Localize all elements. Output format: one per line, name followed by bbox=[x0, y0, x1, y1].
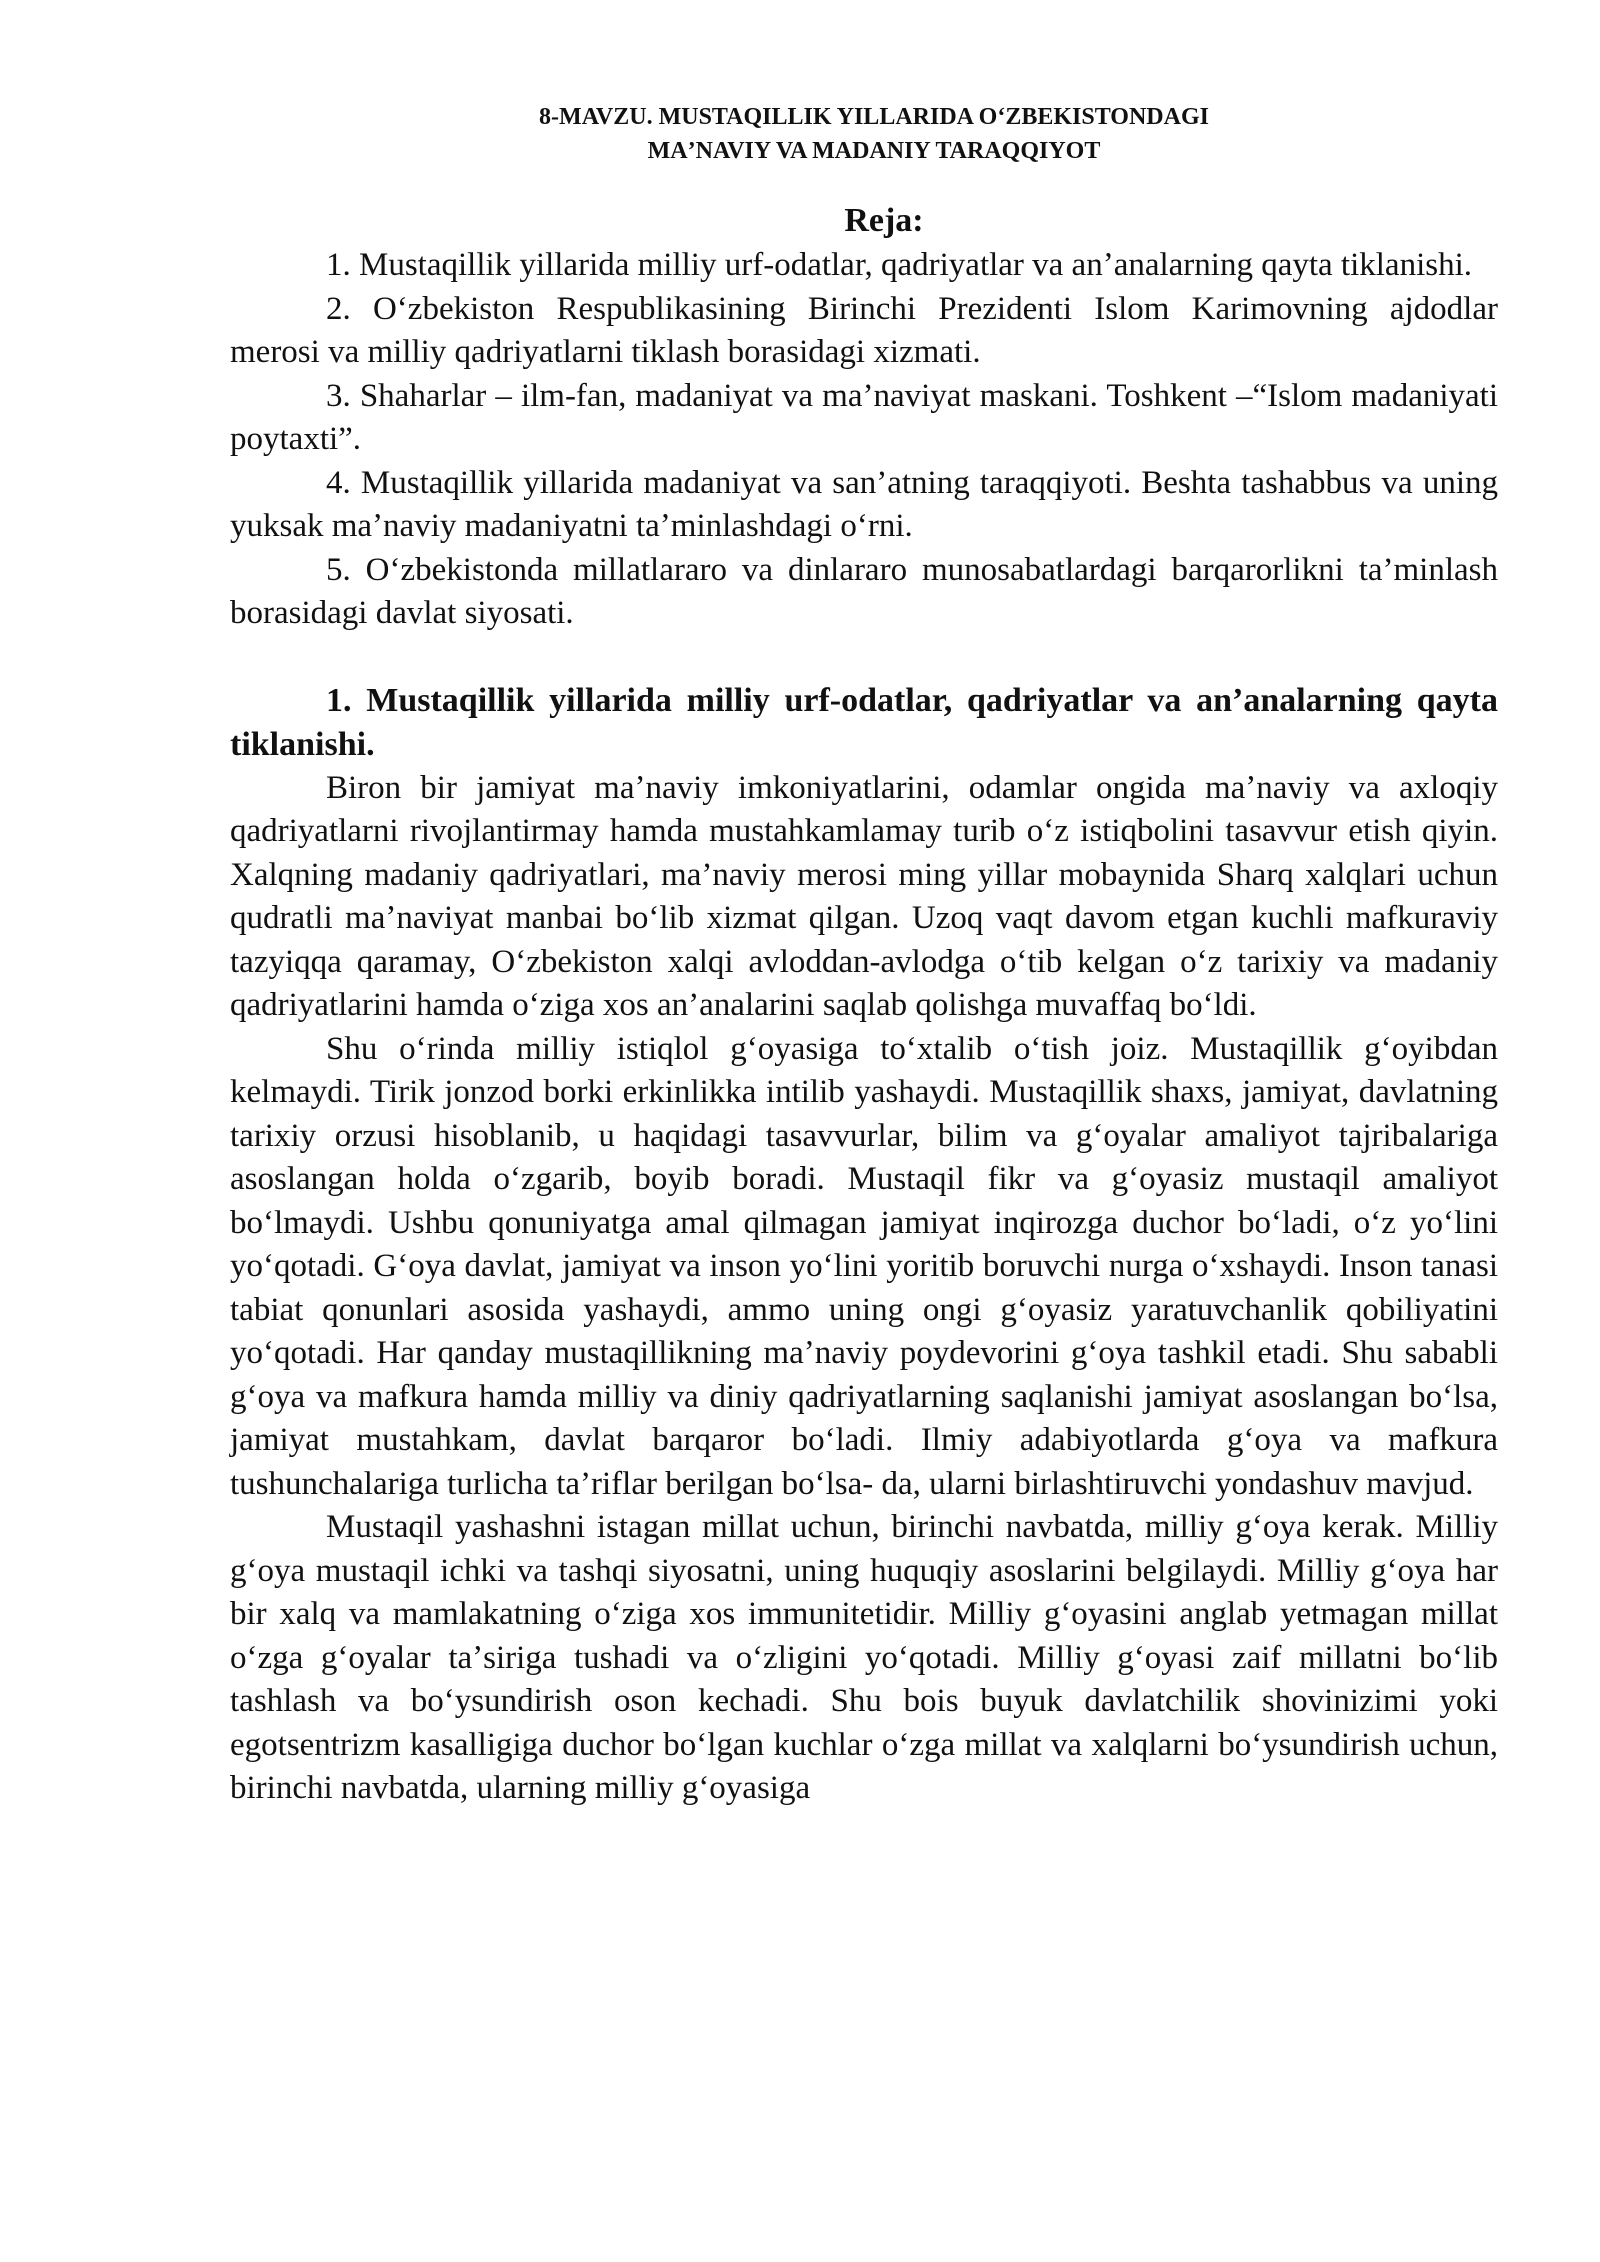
plan-item: 1. Mustaqillik yillarida milliy urf-odatlar, qadriyatlar va anʼanalarning qayta tiklanishi. bbox=[326, 247, 1473, 283]
body-paragraph: Mustaqil yashashni istagan millat uchun, birinchi navbatda, milliy g‘oya kerak. Milliy g‘oya mustaqil ichki va tashqi siyosatni, uning huquqiy asoslarini belgilaydi. Milliy g‘oya har bir xalq va mamlakatning o‘ziga xos immunitetidir. Milliy g‘oyasini anglab yetmagan millat o‘zga g‘oyalar taʼsiriga tushadi va o‘zligini yo‘qotadi. Milliy g‘oyasi zaif millatni bo‘lib tashlash va bo‘ysundirish oson kechadi. Shu bois buyuk davlatchilik shovinizimi yoki egotsentrizm kasalligiga duchor bo‘lgan kuchlar o‘zga millat va xalqlarni bo‘ysundirish uchun, birinchi navbatda, ularning milliy g‘oyasiga bbox=[230, 1509, 1498, 1806]
title-line-2: MAʼNAVIY VA MADANIY TARAQQIYOT bbox=[647, 138, 1101, 164]
plan-list bbox=[230, 244, 1498, 636]
body-paragraph: Biron bir jamiyat maʼnaviy imkoniyatlarini, odamlar ongida maʼnaviy va axloqiy qadriyatlarni rivojlantirmay hamda mustahkamlamay turib o‘z istiqbolini tasavvur etish qiyin. Xalqning madaniy qadriyatlari, ma’naviy merosi ming yillar mobaynida Sharq xalqlari uchun qudratli maʼnaviyat manbai bo‘lib xizmat qilgan. Uzoq vaqt davom etgan kuchli mafkuraviy tazyiqqa qaramay, O‘zbekiston xalqi avloddan-avlodga o‘tib kelgan o‘z tarixiy va madaniy qadriyatlarini hamda o‘ziga xos an’analarini saqlab qolishga muvaffaq bo‘ldi. bbox=[230, 769, 1498, 1023]
plan-item: 5. O‘zbekistonda millatlararo va dinlararo munosabatlardagi barqarorlikni ta’minlash borasidagi davlat siyosati. bbox=[230, 551, 1498, 631]
title-line-1: 8-MAVZU. MUSTAQILLIK YILLARIDA O‘ZBEKISTONDAGI bbox=[539, 104, 1209, 130]
document-title bbox=[250, 100, 1498, 168]
document-page bbox=[230, 100, 1498, 1811]
section-heading: 1. Mustaqillik yillarida milliy urf-odatlar, qadriyatlar va an’analarning qayta tiklanishi. bbox=[230, 681, 1498, 763]
plan-heading: Reja: bbox=[844, 202, 924, 239]
body-paragraph: Shu o‘rinda milliy istiqlol g‘oyasiga to‘xtalib o‘tish joiz. Mustaqillik g‘oyibdan kelmaydi. Tirik jonzod borki erkinlikka intilib yashaydi. Mustaqillik shaxs, jamiyat, davlatning tarixiy orzusi hisoblanib, u haqidagi tasavvurlar, bilim va g‘oyalar amaliyot tajribalariga asoslangan holda o‘zgarib, boyib boradi. Mustaqil fikr va g‘oyasiz mustaqil amaliyot bo‘lmaydi. Ushbu qonuniyatga amal qilmagan jamiyat inqirozga duchor bo‘ladi, o‘z yo‘lini yo‘qotadi. G‘oya davlat, jamiyat va inson yo‘lini yoritib boruvchi nurga o‘xshaydi. Inson tanasi tabiat qonunlari asosida yashaydi, ammo uning ongi g‘oyasiz yaratuvchanlik qobiliyatini yo‘qotadi. Har qanday mustaqillikning maʼnaviy poydevorini g‘oya tashkil etadi. Shu sababli g‘oya va mafkura hamda milliy va diniy qadriyatlarning saqlanishi jamiyat asoslangan bo‘lsa, jamiyat mustahkam, davlat barqaror bo‘ladi. Ilmiy adabiyotlarda g‘oya va mafkura tushunchalariga turlicha ta’riflar berilgan bo‘lsa- da, ularni birlashtiruvchi yondashuv mavjud. bbox=[230, 1030, 1498, 1502]
plan-item: 2. O‘zbekiston Respublikasining Birinchi Prezidenti Islom Karimovning ajdodlar merosi va milliy qadriyatlarni tiklash borasidagi xizmati. bbox=[230, 290, 1498, 370]
plan-item: 4. Mustaqillik yillarida madaniyat va san’atning taraqqiyoti. Beshta tashabbus va uning yuksak maʼnaviy madaniyatni taʼminlashdagi o‘rni. bbox=[230, 464, 1498, 544]
plan-item: 3. Shaharlar – ilm-fan, madaniyat va ma’naviyat maskani. Toshkent –“Islom madaniyati poytaxti”. bbox=[230, 377, 1498, 457]
section-body bbox=[230, 767, 1498, 1811]
